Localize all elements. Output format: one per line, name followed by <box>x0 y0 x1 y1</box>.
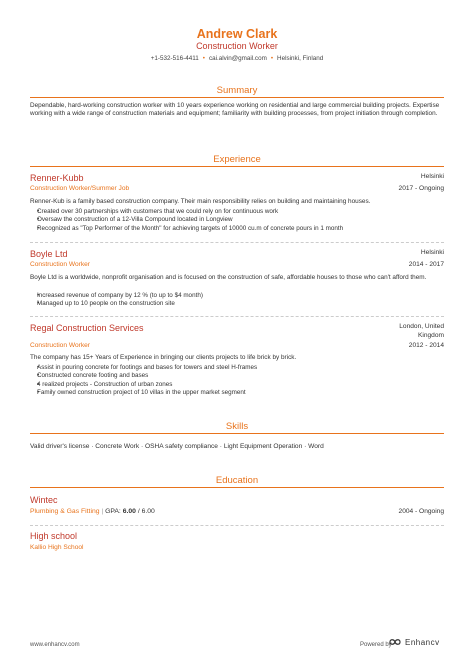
job-description: Boyle Ltd is a worldwide, nonprofit organisation and is focused on the construction of safe, affordable houses to those who can't afford them. <box>30 274 427 281</box>
candidate-name: Andrew Clark <box>196 27 278 41</box>
job-description: The company has 15+ Years of Experience in bringing our clients projects to life brick by brick. <box>30 354 297 361</box>
gpa-label: GPA: <box>105 508 121 515</box>
job-location: Helsinki <box>420 249 444 256</box>
job-company: Regal Construction Services <box>30 323 144 333</box>
job-location: Helsinki <box>420 173 444 180</box>
location: Helsinki, Finland <box>277 55 324 62</box>
education-dates: 2004 - Ongoing <box>398 508 444 515</box>
job-dates: 2017 - Ongoing <box>398 185 444 192</box>
gpa-max: / 6.00 <box>137 508 155 515</box>
separator-dot: • <box>202 55 205 62</box>
job-location: London, United Kingdom <box>399 323 444 339</box>
separator-dot: • <box>270 55 274 62</box>
skill-item: OSHA safety compliance <box>145 443 218 450</box>
school-name: Wintec <box>30 495 58 505</box>
email[interactable]: cai.alvin@gmail.com <box>208 55 267 62</box>
footer-site[interactable]: www.enhancv.com <box>30 642 80 648</box>
phone: +1-532-516-4411 <box>150 55 199 62</box>
program: Plumbing & Gas Fitting <box>30 508 100 515</box>
experience-heading: Experience <box>213 154 261 165</box>
job-bullets <box>30 208 444 233</box>
school-name: High school <box>30 531 78 541</box>
skill-item: Word <box>308 443 324 450</box>
list-item: • Family owned construction project of 10 villas in the upper market segment <box>37 389 444 397</box>
skills-heading: Skills <box>225 421 249 432</box>
list-item: • Oversaw the construction of a 12-Villa Compound located in Longview <box>37 216 444 224</box>
skill-item: Valid driver's license <box>30 443 90 450</box>
job-divider <box>30 316 444 317</box>
job-dates: 2012 - 2014 <box>408 342 444 349</box>
job-company: Boyle Ltd <box>30 249 68 259</box>
job-company: Renner-Kubb <box>30 173 84 183</box>
footer-powered-by: Powered by <box>360 642 392 648</box>
education-heading: Education <box>215 475 259 486</box>
list-item: • 4 realized projects - Construction of urban zones <box>37 381 444 389</box>
footer-brand <box>388 637 440 647</box>
contact-line <box>0 55 474 62</box>
experience-divider <box>30 166 444 167</box>
skill-item: Light Equipment Operation <box>223 443 303 450</box>
skills-list: Valid driver's license · Concrete Work · OSHA safety compliance · Light Equipment Operation · Word <box>30 443 324 450</box>
skills-divider <box>30 433 444 434</box>
candidate-role: Construction Worker <box>196 41 278 51</box>
summary-text: Dependable, hard-working construction worker with 10 years experience working on residential and large commercial building projects. Expertise working with a wide range of construction materials and equipment; familiarity with building processes, from project initiation through completion. <box>30 102 440 118</box>
job-position: Construction Worker <box>30 261 90 268</box>
job-divider <box>30 242 444 243</box>
list-item: • Constructed concrete footing and bases <box>37 372 444 380</box>
enhancv-logo-icon <box>388 637 402 647</box>
summary-heading: Summary <box>216 85 258 96</box>
skill-item: Concrete Work <box>95 443 140 450</box>
list-item: • Created over 30 partnerships with customers that we could rely on for continuous work <box>37 208 444 216</box>
list-item: • Recognized as "Top Performer of the Month" for achieving targets of 10000 cu.m of concrete pours in 1 month <box>37 225 444 233</box>
job-position: Construction Worker <box>30 342 90 349</box>
job-dates: 2014 - 2017 <box>408 261 444 268</box>
job-bullets <box>30 364 444 397</box>
job-position: Construction Worker/Summer Job <box>30 185 130 192</box>
gpa-value: 6.00 <box>122 508 136 515</box>
list-item: • Increased revenue of company by 12 % (to up to $4 month) <box>37 292 444 300</box>
job-bullets <box>30 292 444 309</box>
education-divider-dash <box>30 525 444 526</box>
education-details <box>30 508 155 515</box>
summary-divider <box>30 97 444 98</box>
education-divider <box>30 487 444 488</box>
list-item: • Managed up to 10 people on the construction site <box>37 300 444 308</box>
brand-name: Enhancv <box>405 637 440 647</box>
job-description: Renner-Kub is a family based construction company. Their main responsibility relies on building and maintaining houses. <box>30 198 371 205</box>
program: Kallio High School <box>30 544 84 551</box>
list-item: • Assist in pouring concrete for footings and bases for towers and steel H-frames <box>37 364 444 372</box>
separator: | <box>101 508 106 515</box>
